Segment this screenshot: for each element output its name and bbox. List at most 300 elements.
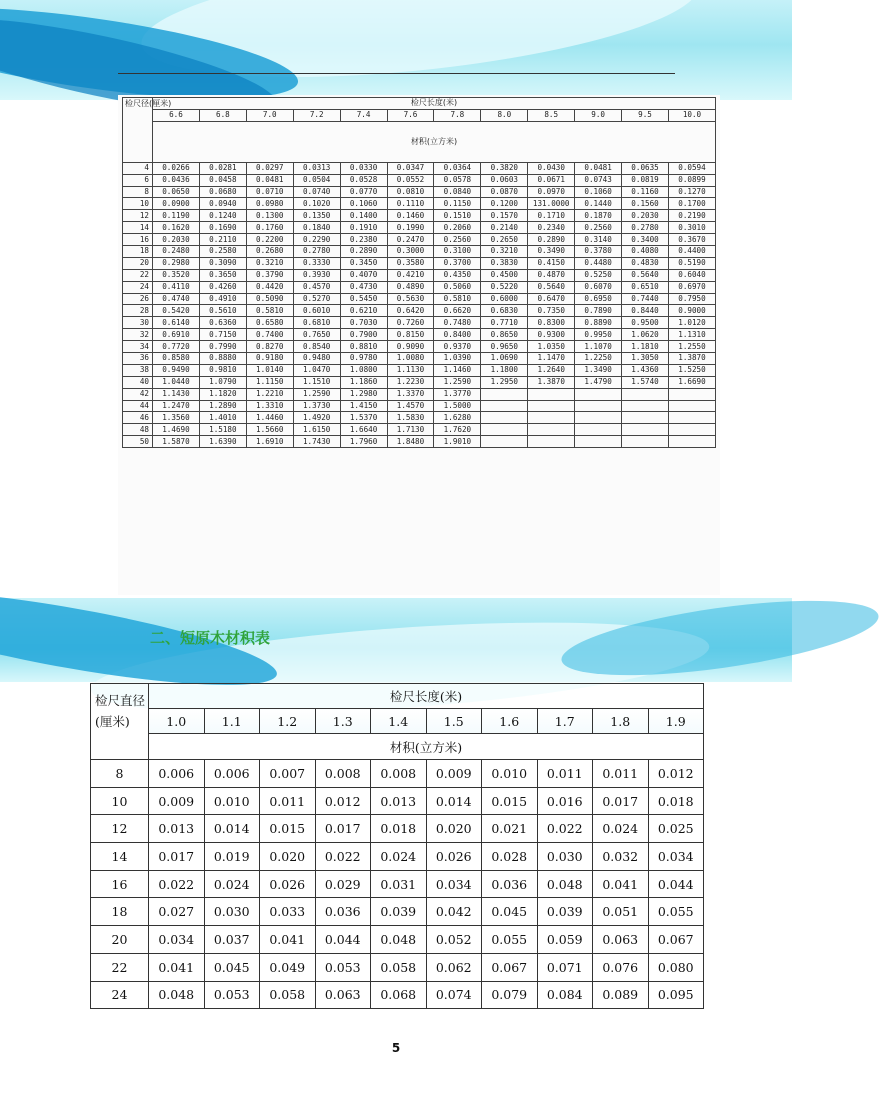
volume-cell: 0.0870 [481,186,528,198]
diameter-cell: 20 [91,926,149,954]
length-header-cell: 7.0 [246,109,293,121]
diameter-cell: 8 [91,760,149,788]
volume-cell: 0.058 [371,953,427,981]
volume-cell: 0.1560 [622,198,669,210]
volume-cell: 0.6620 [434,305,481,317]
volume-cell: 1.4920 [293,412,340,424]
volume-cell: 0.5190 [668,257,715,269]
volume-cell: 0.2650 [481,234,528,246]
volume-cell: 0.0810 [387,186,434,198]
volume-cell: 1.1800 [481,364,528,376]
diameter-cell: 34 [123,341,153,353]
diameter-cell: 24 [123,281,153,293]
volume-cell: 0.0504 [293,174,340,186]
volume-cell: 0.055 [482,926,538,954]
length-header-cell: 1.9 [648,709,704,734]
volume-cell: 0.0297 [246,162,293,174]
volume-cell: 0.041 [593,870,649,898]
volume-cell: 1.0140 [246,364,293,376]
volume-cell: 0.5450 [340,293,387,305]
volume-cell: 0.041 [260,926,316,954]
volume-cell: 0.3780 [575,246,622,258]
volume-cell: 0.2560 [434,234,481,246]
volume-cell [575,424,622,436]
diameter-cell: 46 [123,412,153,424]
volume-cell: 0.7990 [199,341,246,353]
volume-cell: 1.5370 [340,412,387,424]
diameter-cell: 24 [91,981,149,1009]
volume-cell: 0.5810 [246,305,293,317]
volume-cell: 0.9950 [575,329,622,341]
length-header-cell: 8.5 [528,109,575,121]
volume-cell: 0.1990 [387,222,434,234]
table-row [123,376,716,388]
volume-cell [622,436,669,448]
volume-cell: 0.3100 [434,246,481,258]
volume-cell: 0.053 [204,981,260,1009]
length-header-cell: 9.5 [622,109,669,121]
volume-cell: 0.3010 [668,222,715,234]
volume-cell: 0.024 [371,843,427,871]
volume-cell: 0.8270 [246,341,293,353]
volume-cell: 0.0430 [528,162,575,174]
diameter-cell: 6 [123,174,153,186]
diameter-cell: 10 [123,198,153,210]
volume-cell: 1.7430 [293,436,340,448]
volume-cell: 0.4830 [622,257,669,269]
volume-cell: 1.4790 [575,376,622,388]
volume-cell: 1.1070 [575,341,622,353]
volume-cell: 0.009 [149,787,205,815]
volume-cell: 1.5180 [199,424,246,436]
volume-cell: 0.9370 [434,341,481,353]
volume-cell: 1.2950 [481,376,528,388]
volume-cell: 0.012 [315,787,371,815]
volume-cell: 0.0840 [434,186,481,198]
volume-cell: 1.3770 [434,388,481,400]
table-row [123,198,716,210]
volume-cell: 0.0528 [340,174,387,186]
volume-cell: 0.9810 [199,364,246,376]
table-row [123,412,716,424]
diameter-cell: 44 [123,400,153,412]
volume-cell: 0.022 [315,843,371,871]
volume-cell: 0.030 [537,843,593,871]
volume-cell: 0.3210 [481,246,528,258]
volume-cell: 1.6150 [293,424,340,436]
volume-cell: 0.020 [260,843,316,871]
volume-cell: 0.025 [648,815,704,843]
volume-cell: 0.9500 [622,317,669,329]
table-row [123,281,716,293]
volume-cell: 0.2890 [528,234,575,246]
volume-cell: 1.0690 [481,353,528,365]
volume-cell: 0.0330 [340,162,387,174]
volume-cell: 0.021 [482,815,538,843]
volume-cell: 1.6640 [340,424,387,436]
volume-cell: 1.1860 [340,376,387,388]
volume-cell: 0.9090 [387,341,434,353]
volume-cell: 0.1350 [293,210,340,222]
diameter-cell: 42 [123,388,153,400]
volume-cell: 0.4400 [668,246,715,258]
volume-cell: 0.9180 [246,353,293,365]
volume-cell: 0.5090 [246,293,293,305]
diameter-cell: 20 [123,257,153,269]
volume-cell: 0.009 [426,760,482,788]
volume-cell: 0.0594 [668,162,715,174]
volume-cell [668,436,715,448]
volume-cell: 0.1570 [481,210,528,222]
volume-cell: 0.058 [260,981,316,1009]
volume-cell: 0.034 [426,870,482,898]
swoosh-shape [557,586,882,690]
volume-cell: 0.067 [648,926,704,954]
volume-cell: 0.5060 [434,281,481,293]
volume-cell: 0.031 [371,870,427,898]
volume-cell: 0.034 [648,843,704,871]
table2-corner-label: 检尺直径(厘米) [91,684,149,760]
volume-cell: 1.2890 [199,400,246,412]
volume-cell: 1.7620 [434,424,481,436]
volume-cell: 0.071 [537,953,593,981]
diameter-cell: 10 [91,787,149,815]
volume-cell: 0.2030 [153,234,200,246]
volume-cell: 0.016 [537,787,593,815]
volume-cell [481,436,528,448]
volume-cell: 0.048 [371,926,427,954]
volume-cell: 1.8480 [387,436,434,448]
table-row [123,269,716,281]
volume-cell: 0.068 [371,981,427,1009]
volume-cell: 0.6360 [199,317,246,329]
volume-cell: 0.1440 [575,198,622,210]
volume-cell: 0.8540 [293,341,340,353]
volume-cell: 1.0790 [199,376,246,388]
volume-cell: 0.3400 [622,234,669,246]
volume-cell [622,400,669,412]
volume-cell: 0.3650 [199,269,246,281]
volume-cell: 0.008 [371,760,427,788]
diameter-cell: 12 [123,210,153,222]
volume-cell: 0.8810 [340,341,387,353]
volume-cell: 1.6390 [199,436,246,448]
volume-cell: 0.0578 [434,174,481,186]
volume-cell: 0.019 [204,843,260,871]
table-row [123,353,716,365]
table-row [91,953,704,981]
volume-cell: 0.0770 [340,186,387,198]
volume-cell: 1.1810 [622,341,669,353]
volume-cell: 1.4570 [387,400,434,412]
volume-cell: 0.055 [648,898,704,926]
volume-cell: 0.026 [426,843,482,871]
volume-cell [528,400,575,412]
volume-cell: 0.6580 [246,317,293,329]
table-row [91,787,704,815]
volume-cell: 0.063 [593,926,649,954]
volume-cell: 0.024 [204,870,260,898]
volume-cell: 0.084 [537,981,593,1009]
volume-cell: 0.2340 [528,222,575,234]
volume-cell: 0.4150 [528,257,575,269]
volume-cell: 0.6970 [668,281,715,293]
volume-cell: 0.0552 [387,174,434,186]
diameter-cell: 38 [123,364,153,376]
volume-cell: 0.048 [537,870,593,898]
volume-cell: 0.1020 [293,198,340,210]
diameter-cell: 36 [123,353,153,365]
volume-cell: 0.010 [204,787,260,815]
volume-cell: 0.6510 [622,281,669,293]
volume-cell: 1.4690 [153,424,200,436]
volume-cell: 0.2560 [575,222,622,234]
volume-cell: 0.062 [426,953,482,981]
diameter-cell: 50 [123,436,153,448]
volume-cell: 1.2470 [153,400,200,412]
volume-cell: 0.2190 [668,210,715,222]
table-row [91,870,704,898]
volume-cell: 1.0440 [153,376,200,388]
volume-cell: 1.7960 [340,436,387,448]
volume-cell: 0.014 [204,815,260,843]
length-header-cell: 7.2 [293,109,340,121]
volume-cell: 0.1690 [199,222,246,234]
volume-cell: 0.089 [593,981,649,1009]
volume-cell: 0.2200 [246,234,293,246]
volume-cell: 0.9780 [340,353,387,365]
volume-cell: 0.8400 [434,329,481,341]
volume-cell: 0.014 [426,787,482,815]
volume-cell: 0.6810 [293,317,340,329]
volume-cell: 0.6910 [153,329,200,341]
volume-cell: 0.7900 [340,329,387,341]
volume-cell: 0.1300 [246,210,293,222]
diameter-cell: 32 [123,329,153,341]
volume-cell: 0.076 [593,953,649,981]
volume-cell: 0.6950 [575,293,622,305]
volume-cell: 1.5250 [668,364,715,376]
diameter-cell: 16 [91,870,149,898]
volume-cell: 0.6420 [387,305,434,317]
volume-cell [528,388,575,400]
volume-cell: 0.7350 [528,305,575,317]
volume-cell: 0.1760 [246,222,293,234]
volume-cell [575,400,622,412]
diameter-cell: 14 [123,222,153,234]
length-header-cell: 10.0 [668,109,715,121]
volume-cell: 0.1160 [622,186,669,198]
volume-cell: 1.9010 [434,436,481,448]
volume-cell [575,388,622,400]
volume-cell: 0.8650 [481,329,528,341]
diameter-cell: 22 [123,269,153,281]
volume-cell: 0.2110 [199,234,246,246]
volume-cell: 1.6910 [246,436,293,448]
volume-cell: 0.0970 [528,186,575,198]
volume-cell: 1.3310 [246,400,293,412]
volume-cell: 0.1510 [434,210,481,222]
volume-cell: 1.1820 [199,388,246,400]
table-row [91,898,704,926]
volume-cell: 0.011 [537,760,593,788]
volume-cell: 1.1460 [434,364,481,376]
volume-cell: 1.0350 [528,341,575,353]
diameter-cell: 40 [123,376,153,388]
volume-cell: 0.6830 [481,305,528,317]
volume-cell [622,412,669,424]
volume-cell: 0.1110 [387,198,434,210]
volume-cell: 0.015 [260,815,316,843]
volume-cell: 0.9000 [668,305,715,317]
length-header-cell: 1.3 [315,709,371,734]
table-row [123,305,716,317]
length-header-cell: 7.6 [387,109,434,121]
volume-cell: 0.3790 [246,269,293,281]
volume-cell: 0.2380 [340,234,387,246]
volume-cell: 0.7480 [434,317,481,329]
volume-cell: 0.013 [371,787,427,815]
table-row [91,815,704,843]
volume-cell [668,388,715,400]
volume-cell: 0.0481 [246,174,293,186]
volume-cell: 0.3090 [199,257,246,269]
volume-cell: 1.0800 [340,364,387,376]
volume-cell: 0.053 [315,953,371,981]
length-header-cell: 1.6 [482,709,538,734]
diameter-cell: 22 [91,953,149,981]
volume-cell: 0.017 [593,787,649,815]
volume-cell: 0.0347 [387,162,434,174]
volume-cell: 0.0743 [575,174,622,186]
length-header-cell: 9.0 [575,109,622,121]
volume-cell: 1.5660 [246,424,293,436]
volume-cell: 0.3700 [434,257,481,269]
volume-cell: 0.036 [482,870,538,898]
volume-cell: 0.5630 [387,293,434,305]
diameter-cell: 18 [91,898,149,926]
volume-cell [668,424,715,436]
volume-cell: 0.095 [648,981,704,1009]
diameter-cell: 12 [91,815,149,843]
volume-cell: 0.7950 [668,293,715,305]
volume-cell: 1.4360 [622,364,669,376]
volume-cell: 0.045 [204,953,260,981]
volume-cell: 0.8300 [528,317,575,329]
volume-cell [622,424,669,436]
volume-cell: 0.017 [149,843,205,871]
length-header-cell: 7.8 [434,109,481,121]
volume-cell: 0.6070 [575,281,622,293]
volume-cell: 0.7150 [199,329,246,341]
volume-cell: 1.6690 [668,376,715,388]
table-row [123,210,716,222]
volume-cell: 1.0390 [434,353,481,365]
volume-cell: 0.2470 [387,234,434,246]
volume-cell: 0.7710 [481,317,528,329]
volume-cell [575,412,622,424]
volume-cell: 0.028 [482,843,538,871]
volume-cell: 0.006 [149,760,205,788]
volume-cell: 0.2060 [434,222,481,234]
volume-cell: 1.1310 [668,329,715,341]
volume-cell: 0.8880 [199,353,246,365]
table-row [123,257,716,269]
volume-cell: 0.018 [648,787,704,815]
volume-cell: 0.4480 [575,257,622,269]
table-row [123,174,716,186]
length-header-cell: 1.8 [593,709,649,734]
volume-cell: 0.0481 [575,162,622,174]
length-header-cell: 1.1 [204,709,260,734]
volume-cell: 1.1510 [293,376,340,388]
volume-cell: 1.1130 [387,364,434,376]
length-header-cell: 8.0 [481,109,528,121]
volume-cell: 1.4010 [199,412,246,424]
diameter-cell: 4 [123,162,153,174]
table2-volume-title: 材积(立方米) [149,734,704,760]
volume-cell: 0.2680 [246,246,293,258]
volume-cell: 0.074 [426,981,482,1009]
diameter-cell: 28 [123,305,153,317]
volume-cell: 0.010 [482,760,538,788]
volume-cell: 0.1060 [340,198,387,210]
table-row [123,317,716,329]
volume-cell: 0.020 [426,815,482,843]
volume-cell: 0.5610 [199,305,246,317]
volume-cell: 0.2780 [622,222,669,234]
volume-cell: 0.4070 [340,269,387,281]
diameter-cell: 48 [123,424,153,436]
volume-cell: 0.4870 [528,269,575,281]
volume-cell: 0.2890 [340,246,387,258]
table-row [123,162,716,174]
volume-cell: 0.7260 [387,317,434,329]
table-row [123,293,716,305]
volume-cell: 0.9300 [528,329,575,341]
volume-cell: 0.2580 [199,246,246,258]
volume-cell: 0.3520 [153,269,200,281]
volume-cell: 0.4260 [199,281,246,293]
length-header-cell: 1.5 [426,709,482,734]
volume-cell: 0.022 [149,870,205,898]
length-header-cell: 1.2 [260,709,316,734]
volume-cell: 0.0635 [622,162,669,174]
volume-cell: 0.4740 [153,293,200,305]
volume-cell: 0.030 [204,898,260,926]
volume-cell: 1.2980 [340,388,387,400]
volume-cell: 0.032 [593,843,649,871]
volume-cell: 0.4570 [293,281,340,293]
volume-cell: 0.4730 [340,281,387,293]
section-decoration [0,598,792,682]
length-header-cell: 6.6 [153,109,200,121]
volume-cell [481,412,528,424]
volume-cell: 0.9650 [481,341,528,353]
volume-cell: 1.3370 [387,388,434,400]
volume-cell: 0.5270 [293,293,340,305]
volume-cell: 0.0710 [246,186,293,198]
table-row [123,424,716,436]
volume-cell: 0.3330 [293,257,340,269]
volume-cell: 0.3000 [387,246,434,258]
volume-cell: 0.2140 [481,222,528,234]
volume-cell: 0.6000 [481,293,528,305]
volume-cell: 0.045 [482,898,538,926]
volume-cell: 0.5810 [434,293,481,305]
volume-cell: 0.0436 [153,174,200,186]
volume-cell: 0.7720 [153,341,200,353]
